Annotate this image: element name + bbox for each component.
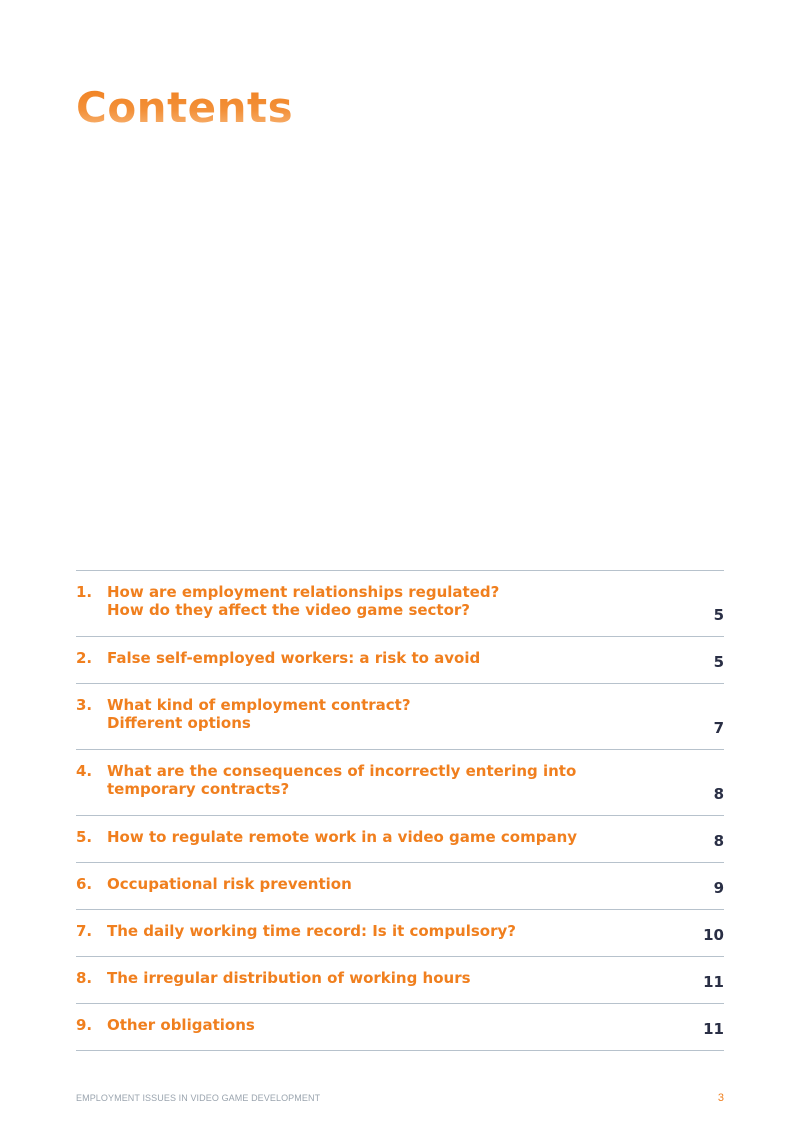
page-title: Contents: [76, 83, 294, 132]
toc-entry-7[interactable]: [76, 910, 724, 957]
toc-entry-number: 9.: [76, 1016, 93, 1034]
toc-entry-page: 11: [703, 973, 724, 991]
footer-document-title: EMPLOYMENT ISSUES IN VIDEO GAME DEVELOPMENT: [76, 1093, 321, 1103]
toc-entry-page: 5: [713, 653, 724, 671]
toc-entry-title[interactable]: [107, 922, 647, 940]
toc-entry-title-line: How to regulate remote work in a video game company: [107, 828, 578, 846]
footer-page-number: 3: [717, 1092, 724, 1104]
toc-entry-page: 5: [713, 606, 724, 624]
toc-entry-1[interactable]: [76, 571, 724, 637]
toc-entry-number: 7.: [76, 922, 93, 940]
toc-entry-page: 8: [713, 785, 724, 803]
toc-entry-title[interactable]: [107, 875, 647, 893]
toc-entry-page: 10: [703, 926, 724, 944]
toc-entry-title[interactable]: [107, 583, 647, 619]
toc-entry-page: 7: [713, 719, 724, 737]
toc-entry-title[interactable]: [107, 1016, 647, 1034]
toc-entry-title-line: What are the consequences of incorrectly entering into: [107, 762, 577, 780]
toc-entry-title-line: How do they affect the video game sector?: [107, 601, 471, 619]
toc-entry-title-line: Other obligations: [107, 1016, 255, 1034]
toc-entry-title-line: Different options: [107, 714, 251, 732]
toc-entry-title-line: How are employment relationships regulated?: [107, 583, 500, 601]
toc-entry-number: 1.: [76, 583, 93, 601]
toc-entry-page: 9: [713, 879, 724, 897]
toc-entry-2[interactable]: [76, 637, 724, 684]
toc-entry-title[interactable]: [107, 649, 647, 667]
toc-entry-title-line: temporary contracts?: [107, 780, 290, 798]
toc-entry-number: 3.: [76, 696, 93, 714]
toc-entry-number: 8.: [76, 969, 93, 987]
toc-entry-number: 6.: [76, 875, 93, 893]
toc-entry-page: 8: [713, 832, 724, 850]
toc-entry-6[interactable]: [76, 863, 724, 910]
toc-entry-title-line: The daily working time record: Is it compulsory?: [107, 922, 516, 940]
toc-entry-title[interactable]: [107, 828, 647, 846]
toc-entry-title-line: False self-employed workers: a risk to avoid: [107, 649, 481, 667]
toc-entry-3[interactable]: [76, 684, 724, 750]
toc-entry-title[interactable]: [107, 696, 647, 732]
toc-entry-5[interactable]: [76, 816, 724, 863]
toc-entry-4[interactable]: [76, 750, 724, 816]
toc-entry-number: 2.: [76, 649, 93, 667]
toc-entry-title[interactable]: [107, 969, 647, 987]
toc-entry-8[interactable]: [76, 957, 724, 1004]
toc-entry-title-line: What kind of employment contract?: [107, 696, 411, 714]
toc-entry-title-line: Occupational risk prevention: [107, 875, 352, 893]
toc-entry-number: 5.: [76, 828, 93, 846]
toc-entry-page: 11: [703, 1020, 724, 1038]
toc-entry-9[interactable]: [76, 1004, 724, 1051]
toc-entry-title-line: The irregular distribution of working hours: [107, 969, 471, 987]
toc-entry-number: 4.: [76, 762, 93, 780]
table-of-contents: [76, 570, 724, 1051]
toc-entry-title[interactable]: [107, 762, 647, 798]
